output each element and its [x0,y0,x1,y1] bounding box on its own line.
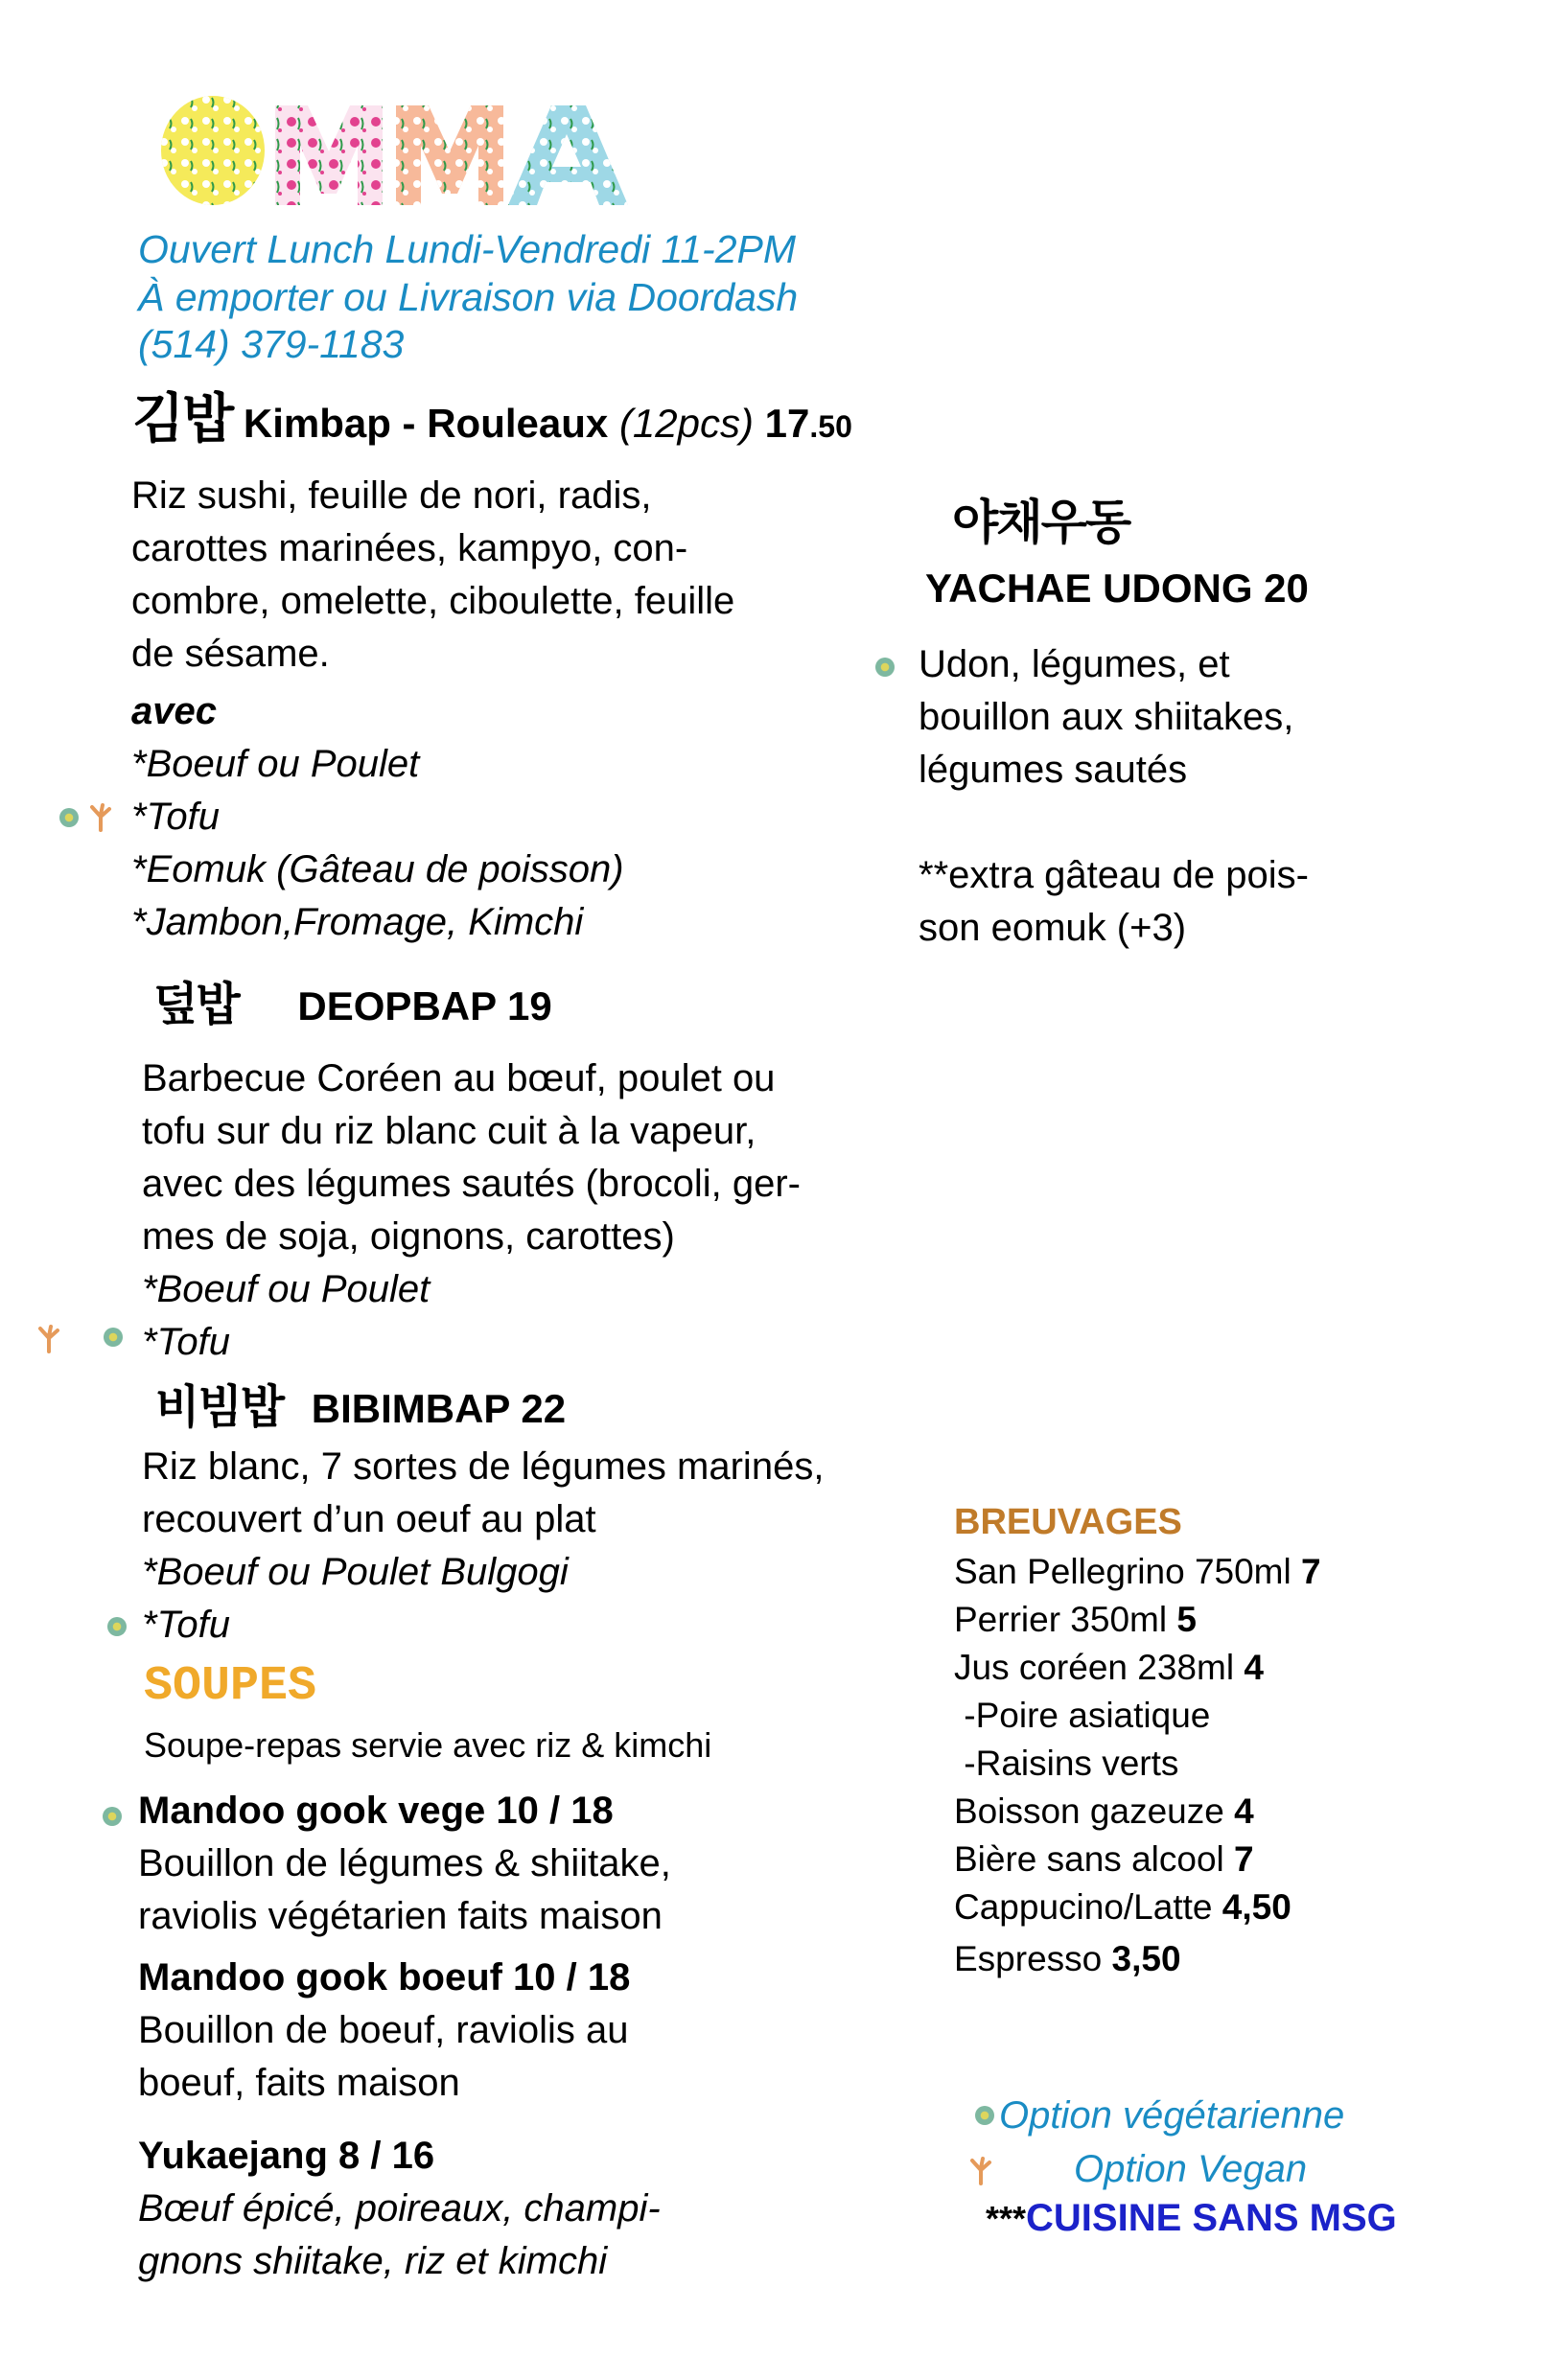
phone-text[interactable]: (514) 379-1183 [138,322,405,366]
soup-name-2: Mandoo gook boeuf 10 / 18 [138,1956,631,1999]
vegetarian-icon [875,658,895,677]
udong-description: Udon, légumes, et bouillon aux shiitakes, légumes sautés [919,643,1294,791]
soupes-title: SOUPES [144,1659,317,1714]
soup-desc-2: Bouillon de boeuf, raviolis au boeuf, faits maison [138,2009,629,2104]
kimbap-with-label: avec [131,690,217,732]
bibimbap-description: Riz blanc, 7 sortes de légumes marinés, recouvert d’un oeuf au plat [142,1445,825,1540]
drink-item: Espresso 3,50 [954,1939,1181,1978]
udong-extra: **extra gâteau de pois- son eomuk (+3) [919,854,1309,949]
soup-name-1: Mandoo gook vege 10 / 18 [138,1790,614,1832]
udong-korean: 야채우동 [952,495,1130,550]
delivery-text: À emporter ou Livraison via Doordash [138,275,799,319]
kimbap-qty: (12pcs) [618,401,754,446]
bibimbap-options: *Boeuf ou Poulet Bulgogi *Tofu [142,1551,569,1646]
deopbap-options: *Boeuf ou Poulet *Tofu [142,1268,430,1363]
msg-notice: ***CUISINE SANS MSG [986,2197,1397,2239]
deopbap-korean: 덮밥 [153,978,239,1031]
kimbap-title: Kimbap - Rouleaux [243,401,609,446]
udong-title: YACHAE UDONG 20 [925,566,1309,611]
vegan-icon [968,2157,993,2185]
bibimbap-korean: 비빔밥 [155,1380,284,1434]
deopbap-header [153,980,552,1031]
kimbap-description: Riz sushi, feuille de nori, radis, carottes marinées, kampyo, con- combre, omelette, ciboulette, feuille de sésame. [131,474,735,675]
vegetarian-icon [107,1617,127,1636]
drink-item: -Raisins verts [954,1744,1179,1783]
soup-name-3: Yukaejang 8 / 16 [138,2135,435,2177]
deopbap-description: Barbecue Coréen au bœuf, poulet ou tofu sur du riz blanc cuit à la vapeur, avec des légumes sautés (brocoli, ger- mes de soja, oignons, carottes) [142,1057,801,1258]
vegetarian-icon [975,2106,994,2125]
vegan-icon [88,803,113,832]
legend-vegetarian: Option végétarienne [999,2094,1345,2137]
drink-item: Perrier 350ml 5 [954,1600,1197,1639]
breuvages-title: BREUVAGES [954,1502,1182,1542]
drink-item: Cappucino/Latte 4,50 [954,1887,1291,1927]
vegetarian-icon [103,1807,122,1826]
drink-item: San Pellegrino 750ml 7 [954,1552,1321,1591]
kimbap-options: *Boeuf ou Poulet *Tofu *Eomuk (Gâteau de poisson) *Jambon,Fromage, Kimchi [131,743,624,943]
hours-text: Ouvert Lunch Lundi-Vendredi 11-2PM [138,227,797,271]
kimbap-price: 17.50 [764,401,852,446]
vegetarian-icon [104,1328,123,1347]
kimbap-korean: 김밥 [132,388,233,451]
omma-logo [158,94,647,207]
legend-vegan: Option Vegan [1074,2148,1308,2190]
drink-item: Jus coréen 238ml 4 [954,1648,1264,1687]
soupes-subtitle: Soupe-repas servie avec riz & kimchi [144,1725,712,1765]
vegetarian-icon [59,808,79,827]
soup-desc-1: Bouillon de légumes & shiitake, raviolis végétarien faits maison [138,1842,671,1937]
vegan-icon [36,1325,61,1353]
soup-desc-3: Bœuf épicé, poireaux, champi- gnons shiitake, riz et kimchi [138,2187,661,2282]
bibimbap-header [155,1382,566,1434]
deopbap-title: DEOPBAP 19 [297,983,552,1028]
drink-item: -Poire asiatique [954,1696,1211,1735]
drink-item: Bière sans alcool 7 [954,1839,1254,1879]
kimbap-header [132,388,852,451]
drink-item: Boisson gazeuze 4 [954,1791,1254,1831]
bibimbap-title: BIBIMBAP 22 [311,1386,567,1431]
breuvages-list [954,1548,1321,1983]
